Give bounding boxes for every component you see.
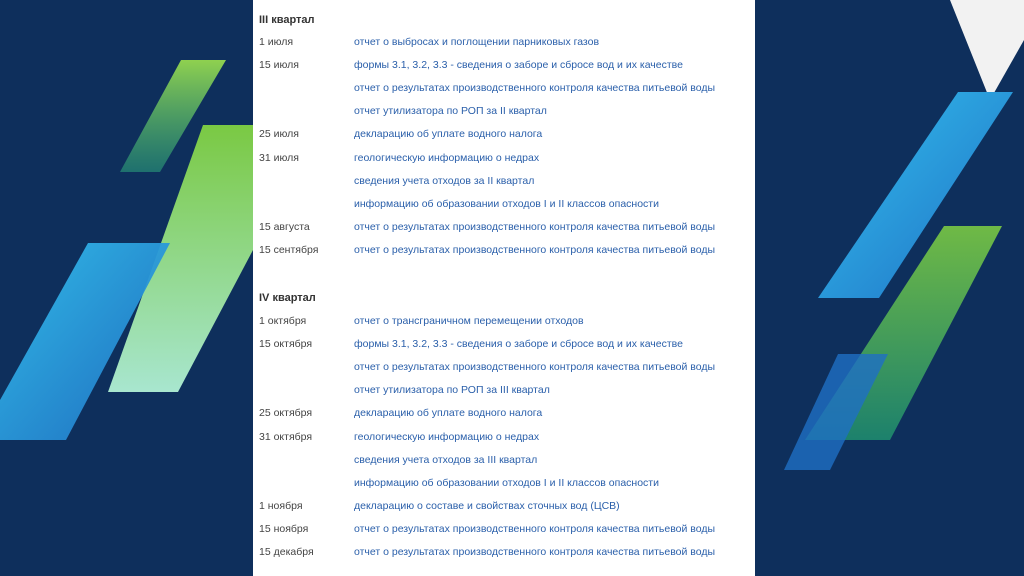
row-date: 31 июля	[259, 151, 299, 164]
row-text: информацию об образовании отходов I и II классов опасности	[354, 197, 659, 210]
schedule-row	[253, 543, 755, 561]
row-text: декларацию о составе и свойствах сточных вод (ЦСВ)	[354, 499, 620, 512]
schedule-row	[253, 335, 755, 353]
row-date: 31 октября	[259, 430, 313, 443]
schedule-row	[253, 218, 755, 236]
row-date: 25 июля	[259, 128, 299, 141]
row-text: отчет о результатах производственного контроля качества питьевой воды	[354, 82, 716, 95]
row-date: 15 сентября	[259, 243, 319, 256]
row-text: декларацию об уплате водного налога	[354, 407, 543, 420]
row-date: 1 ноября	[259, 499, 303, 512]
schedule-row	[253, 79, 755, 97]
schedule-row	[253, 451, 755, 469]
schedule-row	[253, 102, 755, 120]
row-text: отчет о результатах производственного контроля качества питьевой воды	[354, 243, 716, 256]
row-date: 15 декабря	[259, 546, 314, 558]
row-text: отчет о результатах производственного контроля качества питьевой воды	[354, 220, 716, 233]
row-text: отчет утилизатора по РОП за III квартал	[354, 384, 550, 397]
row-date: 15 ноября	[259, 522, 309, 535]
schedule-row	[253, 56, 755, 74]
row-text: формы 3.1, 3.2, 3.3 - сведения о заборе и сбросе вод и их качестве	[354, 338, 683, 351]
row-text: информацию об образовании отходов I и II классов опасности	[354, 476, 659, 489]
schedule-row	[253, 358, 755, 376]
row-text: отчет о результатах производственного контроля качества питьевой воды	[354, 361, 716, 374]
row-text: геологическую информацию о недрах	[354, 151, 540, 164]
row-date: 1 октября	[259, 315, 307, 327]
schedule-row	[253, 428, 755, 446]
row-text: геологическую информацию о недрах	[354, 430, 540, 443]
section-title-q3: III квартал	[259, 14, 315, 26]
row-date: 15 августа	[259, 220, 310, 233]
schedule-row	[253, 520, 755, 538]
row-text: декларацию об уплате водного налога	[354, 128, 543, 141]
row-date: 15 июля	[259, 59, 299, 72]
schedule-row	[253, 33, 755, 51]
row-text: сведения учета отходов за II квартал	[354, 174, 535, 187]
document-page	[253, 0, 755, 576]
row-text: отчет утилизатора по РОП за II квартал	[354, 105, 547, 118]
schedule-row	[253, 125, 755, 143]
row-date: 1 июля	[259, 36, 294, 48]
section-title-q4: IV квартал	[259, 292, 316, 304]
row-date: 15 октября	[259, 338, 313, 351]
schedule-row	[253, 404, 755, 422]
schedule-row	[253, 195, 755, 213]
row-text: отчет о трансграничном перемещении отходов	[354, 315, 584, 327]
schedule-row	[253, 241, 755, 259]
row-text: формы 3.1, 3.2, 3.3 - сведения о заборе и сбросе вод и их качестве	[354, 59, 683, 72]
row-text: сведения учета отходов за III квартал	[354, 453, 538, 466]
row-text: отчет о выбросах и поглощении парниковых газов	[354, 36, 600, 48]
row-text: отчет о результатах производственного контроля качества питьевой воды	[354, 546, 716, 558]
schedule-row	[253, 149, 755, 167]
schedule-row	[253, 497, 755, 515]
row-text: отчет о результатах производственного контроля качества питьевой воды	[354, 522, 716, 535]
schedule-row	[253, 381, 755, 399]
schedule-row	[253, 474, 755, 492]
schedule-row	[253, 312, 755, 330]
schedule-row	[253, 172, 755, 190]
row-date: 25 октября	[259, 407, 313, 420]
